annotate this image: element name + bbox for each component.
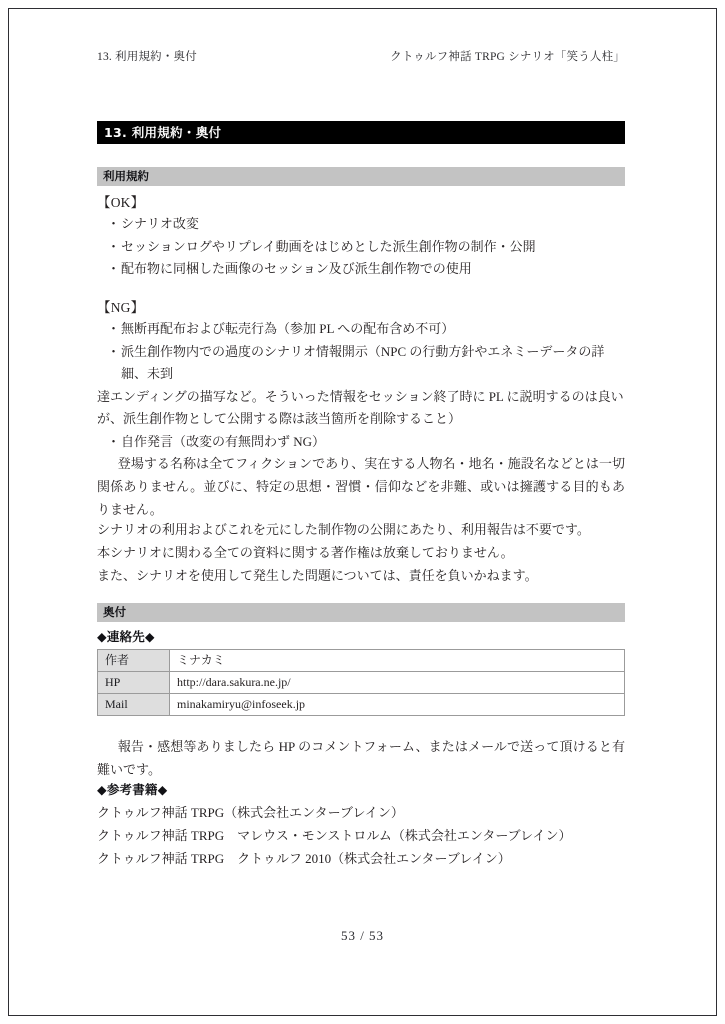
table-cell-value[interactable]: http://dara.sakura.ne.jp/ [170, 672, 625, 694]
page-number-footer: 53 / 53 [340, 928, 385, 943]
ng-list [97, 318, 625, 453]
list-item-line-1: ・ 派生創作物内での過度のシナリオ情報開示（NPC の行動方針やエネミーデータの詳細、未到 [121, 343, 605, 381]
running-header [97, 48, 625, 64]
list-item: ・ セッションログやリプレイ動画をはじめとした派生創作物の制作・公開 [97, 236, 625, 259]
usage-notice-line: シナリオの利用およびこれを元にした制作物の公開にあたり、利用報告は不要です。 [97, 522, 590, 537]
running-header-title: クトゥルフ神話 TRPG シナリオ「笑う人柱」 [390, 51, 625, 63]
table-cell-value: ミナカミ [170, 650, 625, 672]
list-item: ・ 自作発言（改変の有無問わず NG） [97, 431, 625, 454]
feedback-note: 報告・感想等ありましたら HP のコメントフォーム、またはメールで送って頂けると有難いです。 [97, 739, 625, 777]
section-header-colophon: 奥付 [97, 603, 625, 622]
usage-notice-line: 本シナリオに関わる全ての資料に関する著作権は放棄しておりません。 [97, 545, 514, 560]
reference-books-heading: ◆参考書籍◆ [97, 782, 168, 797]
table-cell-key: Mail [98, 694, 170, 716]
section-header-terms: 利用規約 [97, 167, 625, 186]
list-item [97, 341, 625, 431]
ok-label: 【OK】 [97, 195, 145, 210]
list-item: ・ シナリオ改変 [97, 213, 625, 236]
ng-label: 【NG】 [97, 300, 145, 315]
list-item: ・ 配布物に同梱した画像のセッション及び派生創作物での使用 [97, 258, 625, 281]
contact-heading: ◆連絡先◆ [97, 629, 155, 644]
ok-list [97, 213, 625, 281]
table-cell-value[interactable]: minakamiryu@infoseek.jp [170, 694, 625, 716]
chapter-title-banner: 13. 利用規約・奥付 [97, 121, 625, 144]
table-cell-key: 作者 [98, 650, 170, 672]
contact-table [97, 649, 625, 716]
list-item-line-2: 達エンディングの描写など。そういった情報をセッション終了時に PL に説明するのは良いが、派生創作物として公開する際は該当箇所を削除すること） [97, 388, 624, 426]
running-header-chapter: 13. 利用規約・奥付 [97, 51, 197, 63]
usage-notice-line: また、シナリオを使用して発生した問題については、責任を負いかねます。 [97, 568, 538, 583]
table-row [98, 694, 625, 716]
reference-books-list [97, 801, 625, 870]
list-item: クトゥルフ神話 TRPG（株式会社エンターブレイン） [97, 805, 404, 820]
fiction-disclaimer: 登場する名称は全てフィクションであり、実在する人物名・地名・施設名などとは一切関係ありません。並びに、特定の思想・習慣・信仰などを非難、或いは擁護する目的もありません。 [97, 456, 625, 517]
usage-notice [97, 518, 625, 587]
table-row [98, 672, 625, 694]
table-row [98, 650, 625, 672]
list-item: ・ 無断再配布および転売行為（参加 PL への配布含め不可） [97, 318, 625, 341]
table-cell-key: HP [98, 672, 170, 694]
list-item: クトゥルフ神話 TRPG クトゥルフ 2010（株式会社エンターブレイン） [97, 851, 511, 866]
list-item: クトゥルフ神話 TRPG マレウス・モンストロルム（株式会社エンターブレイン） [97, 828, 572, 843]
